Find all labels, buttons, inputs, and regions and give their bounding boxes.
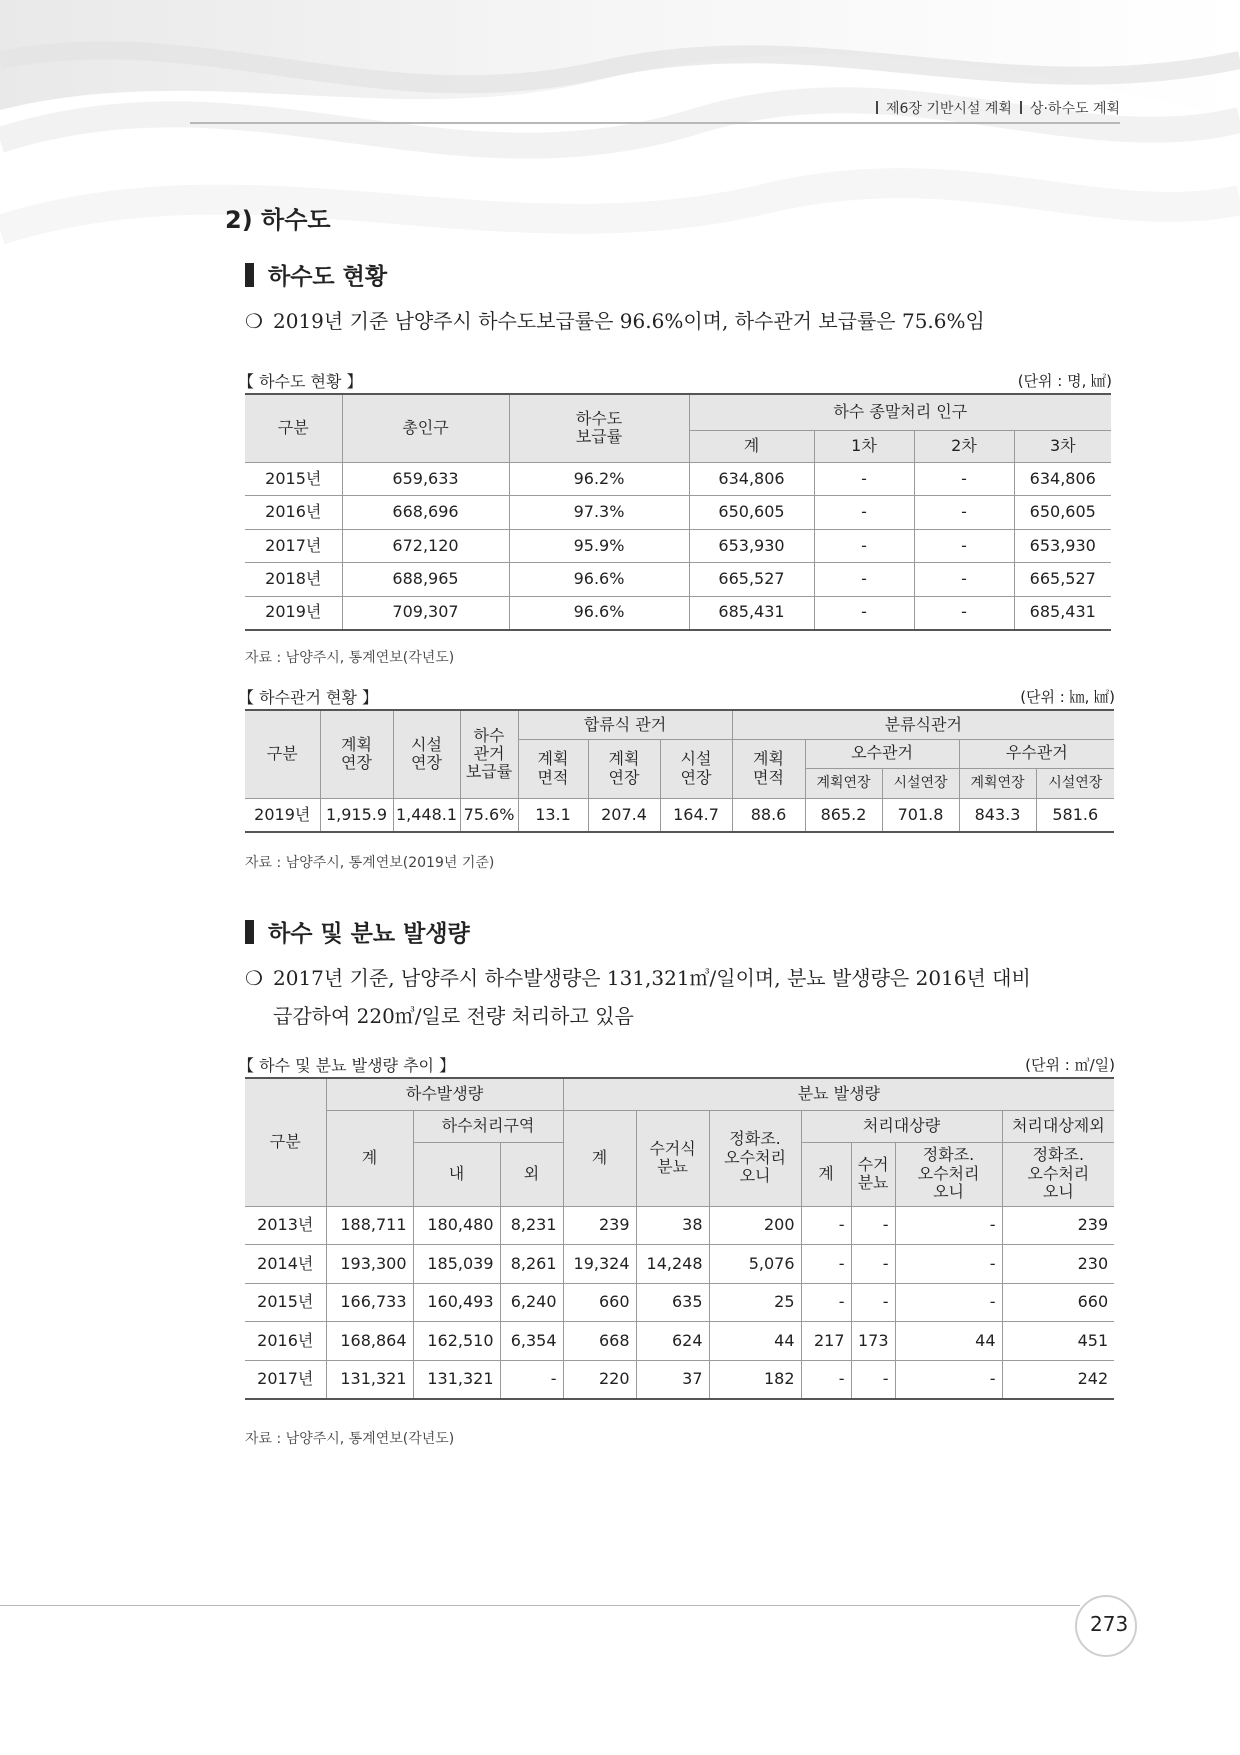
table-cell: - <box>914 496 1014 530</box>
header-rule <box>190 122 1120 124</box>
circle-bullet-icon: ❍ <box>245 966 263 990</box>
table-cell: 653,930 <box>689 529 814 563</box>
sewer-status-table <box>245 393 1111 631</box>
table-row <box>245 1322 1114 1361</box>
table-cell: 239 <box>1002 1206 1114 1245</box>
header-sewage-pipe: 오수관거 <box>805 739 959 768</box>
header-target-total: 계 <box>801 1142 851 1206</box>
table-cell: 1,448.1 <box>393 798 460 832</box>
header-target-collected: 수거 분뇨 <box>851 1142 895 1206</box>
header-sewage-total: 계 <box>326 1110 413 1206</box>
header-treatment-target: 처리대상량 <box>801 1110 1002 1142</box>
header-storm-facility-length: 시설연장 <box>1036 768 1114 798</box>
table-cell: - <box>895 1245 1002 1284</box>
table-cell: 6,240 <box>500 1283 563 1322</box>
table-cell: 660 <box>563 1283 636 1322</box>
table-cell: 188,711 <box>326 1206 413 1245</box>
table-row <box>245 798 1114 832</box>
table-cell: 634,806 <box>689 462 814 496</box>
table-cell: 624 <box>636 1322 709 1361</box>
table-cell: - <box>814 563 914 597</box>
table-cell: 2017년 <box>245 1360 326 1399</box>
table-cell: 2018년 <box>245 563 342 597</box>
table-cell: - <box>814 496 914 530</box>
table-cell: 96.6% <box>509 563 689 597</box>
subsection-title-sewer-status <box>245 258 387 291</box>
header-separate-plan-area: 계획 면적 <box>732 739 805 798</box>
table-cell: 650,605 <box>1014 496 1111 530</box>
table-cell: 217 <box>801 1322 851 1361</box>
header-night-soil-total: 계 <box>563 1110 636 1206</box>
sewage-night-soil-table <box>245 1077 1114 1400</box>
table3-source: 자료 : 남양주시, 통계연보(각년도) <box>245 1431 455 1447</box>
header-combined-pipe: 합류식 관거 <box>518 710 732 739</box>
header-tertiary: 3차 <box>1014 430 1111 462</box>
table-cell: 95.9% <box>509 529 689 563</box>
header-facility-length: 시설 연장 <box>393 710 460 798</box>
table-cell: 97.3% <box>509 496 689 530</box>
table-cell: 173 <box>851 1322 895 1361</box>
header-treatment-excluded: 처리대상제외 <box>1002 1110 1114 1142</box>
section-title: 2) 하수도 <box>225 206 331 234</box>
table-cell: 13.1 <box>518 798 588 832</box>
table-cell: 88.6 <box>732 798 805 832</box>
header-gubun: 구분 <box>245 710 320 798</box>
subsection-title-text: 하수도 현황 <box>268 264 388 290</box>
table-cell: 635 <box>636 1283 709 1322</box>
table-cell: 44 <box>895 1322 1002 1361</box>
table-cell: 166,733 <box>326 1283 413 1322</box>
table-cell: - <box>500 1360 563 1399</box>
table1-caption: 【 하수도 현황 】 <box>238 372 363 391</box>
table-cell: 701.8 <box>882 798 959 832</box>
header-separator <box>1020 101 1022 114</box>
table-cell: 38 <box>636 1206 709 1245</box>
table-cell: - <box>814 529 914 563</box>
table-cell: - <box>851 1206 895 1245</box>
page-number: 273 <box>1090 1612 1129 1636</box>
header-gubun: 구분 <box>245 394 342 462</box>
table-cell: 865.2 <box>805 798 882 832</box>
subsection-title-sewage-generation <box>245 915 470 948</box>
table-cell: - <box>801 1245 851 1284</box>
table-cell: - <box>851 1283 895 1322</box>
table3-unit: (단위 : ㎥/일) <box>1025 1056 1115 1074</box>
header-separator <box>876 101 878 114</box>
table-cell: - <box>914 529 1014 563</box>
table-cell: 2017년 <box>245 529 342 563</box>
table-cell: - <box>814 462 914 496</box>
table2-source: 자료 : 남양주시, 통계연보(2019년 기준) <box>245 855 495 871</box>
header-night-soil-generation: 분뇨 발생량 <box>563 1078 1114 1110</box>
header-treatment-area: 하수처리구역 <box>413 1110 563 1142</box>
table-cell: 185,039 <box>413 1245 500 1284</box>
table3-caption: 【 하수 및 분뇨 발생량 추이 】 <box>238 1056 456 1075</box>
square-bullet-icon <box>245 263 254 287</box>
header-storm-pipe: 우수관거 <box>959 739 1114 768</box>
table-cell: 659,633 <box>342 462 509 496</box>
table-cell: 19,324 <box>563 1245 636 1284</box>
table-row <box>245 462 1111 496</box>
table1-unit: (단위 : 명, ㎢) <box>1017 372 1112 390</box>
header-total-population: 총인구 <box>342 394 509 462</box>
table-cell: 37 <box>636 1360 709 1399</box>
table-cell: 75.6% <box>460 798 518 832</box>
table-cell: 2019년 <box>245 596 342 630</box>
table-cell: - <box>914 462 1014 496</box>
table-cell: 8,261 <box>500 1245 563 1284</box>
table-row <box>245 1245 1114 1284</box>
header-primary: 1차 <box>814 430 914 462</box>
header-section: 상·하수도 계획 <box>1029 101 1120 117</box>
summary-text-line1: 2017년 기준, 남양주시 하수발생량은 131,321㎥/일이며, 분뇨 발생량은 2016년 대비 <box>273 966 1031 990</box>
table-cell: 220 <box>563 1360 636 1399</box>
table-cell: 207.4 <box>588 798 660 832</box>
header-wave-decoration <box>0 0 1240 330</box>
table-row <box>245 596 1111 630</box>
table-cell: 1,915.9 <box>320 798 393 832</box>
table-cell: 96.6% <box>509 596 689 630</box>
table-cell: 6,354 <box>500 1322 563 1361</box>
header-sewer-rate: 하수도 보급률 <box>509 394 689 462</box>
circle-bullet-icon: ❍ <box>245 309 263 333</box>
header-target-septic: 정화조. 오수처리 오니 <box>895 1142 1002 1206</box>
header-total: 계 <box>689 430 814 462</box>
table-cell: 2015년 <box>245 1283 326 1322</box>
table2-caption: 【 하수관거 현황 】 <box>238 688 378 707</box>
table-cell: 634,806 <box>1014 462 1111 496</box>
table-cell: 843.3 <box>959 798 1036 832</box>
table-cell: 2016년 <box>245 496 342 530</box>
table-cell: 164.7 <box>660 798 732 832</box>
table-cell: - <box>851 1245 895 1284</box>
table-cell: - <box>914 596 1014 630</box>
table-cell: 5,076 <box>709 1245 801 1284</box>
table-cell: 44 <box>709 1322 801 1361</box>
table-cell: - <box>814 596 914 630</box>
table-cell: 193,300 <box>326 1245 413 1284</box>
table-cell: 2019년 <box>245 798 320 832</box>
summary-bullet-2 <box>245 962 1031 991</box>
table-cell: - <box>895 1206 1002 1245</box>
header-collected-night-soil: 수거식 분뇨 <box>636 1110 709 1206</box>
header-excluded-septic: 정화조. 오수처리 오니 <box>1002 1142 1114 1206</box>
table-cell: 672,120 <box>342 529 509 563</box>
table-cell: 665,527 <box>689 563 814 597</box>
running-header <box>868 98 1120 118</box>
summary-text: 2019년 기준 남양주시 하수도보급률은 96.6%이며, 하수관거 보급률은 75.6%임 <box>273 309 985 333</box>
summary-bullet-1 <box>245 305 985 334</box>
table-cell: 239 <box>563 1206 636 1245</box>
header-pipe-rate: 하수 관거 보급률 <box>460 710 518 798</box>
table-cell: 685,431 <box>1014 596 1111 630</box>
table-row <box>245 529 1111 563</box>
header-sewage-generation: 하수발생량 <box>326 1078 563 1110</box>
header-separate-pipe: 분류식관거 <box>732 710 1114 739</box>
table-cell: 8,231 <box>500 1206 563 1245</box>
table-cell: 160,493 <box>413 1283 500 1322</box>
header-inside: 내 <box>413 1142 500 1206</box>
header-chapter: 제6장 기반시설 계획 <box>885 101 1012 117</box>
table-cell: 668 <box>563 1322 636 1361</box>
table-cell: 581.6 <box>1036 798 1114 832</box>
table-cell: - <box>895 1283 1002 1322</box>
table-cell: 162,510 <box>413 1322 500 1361</box>
header-combined-plan-length: 계획 연장 <box>588 739 660 798</box>
table-cell: 2014년 <box>245 1245 326 1284</box>
table-row <box>245 1360 1114 1399</box>
table-cell: 653,930 <box>1014 529 1111 563</box>
header-gubun: 구분 <box>245 1078 326 1206</box>
table-cell: 131,321 <box>413 1360 500 1399</box>
table-cell: 180,480 <box>413 1206 500 1245</box>
header-secondary: 2차 <box>914 430 1014 462</box>
header-sewage-plan-length: 계획연장 <box>805 768 882 798</box>
header-septic-sludge: 정화조. 오수처리 오니 <box>709 1110 801 1206</box>
table-row <box>245 496 1111 530</box>
table-cell: - <box>801 1360 851 1399</box>
square-bullet-icon <box>245 920 254 944</box>
table-cell: 668,696 <box>342 496 509 530</box>
table-row <box>245 1206 1114 1245</box>
table-cell: 96.2% <box>509 462 689 496</box>
table-cell: - <box>914 563 1014 597</box>
table-cell: 131,321 <box>326 1360 413 1399</box>
header-combined-facility-length: 시설 연장 <box>660 739 732 798</box>
header-outside: 외 <box>500 1142 563 1206</box>
table-cell: - <box>851 1360 895 1399</box>
table-cell: 709,307 <box>342 596 509 630</box>
table-cell: 688,965 <box>342 563 509 597</box>
header-storm-plan-length: 계획연장 <box>959 768 1036 798</box>
table-cell: 650,605 <box>689 496 814 530</box>
table-cell: 25 <box>709 1283 801 1322</box>
table-cell: 685,431 <box>689 596 814 630</box>
table-row <box>245 1283 1114 1322</box>
table-cell: - <box>801 1206 851 1245</box>
table-cell: 2013년 <box>245 1206 326 1245</box>
header-final-treatment-population: 하수 종말처리 인구 <box>689 394 1111 430</box>
header-combined-plan-area: 계획 면적 <box>518 739 588 798</box>
table-cell: 242 <box>1002 1360 1114 1399</box>
subsection-title-text: 하수 및 분뇨 발생량 <box>268 921 470 947</box>
table-cell: 230 <box>1002 1245 1114 1284</box>
header-sewage-facility-length: 시설연장 <box>882 768 959 798</box>
table-cell: 2015년 <box>245 462 342 496</box>
table-cell: 660 <box>1002 1283 1114 1322</box>
table-cell: 182 <box>709 1360 801 1399</box>
sewer-pipe-table <box>245 709 1114 833</box>
header-plan-length: 계획 연장 <box>320 710 393 798</box>
footer-rule <box>0 1605 1080 1606</box>
summary-text-line2: 급감하여 220㎥/일로 전량 처리하고 있음 <box>273 1004 634 1028</box>
table-cell: 665,527 <box>1014 563 1111 597</box>
table-cell: 168,864 <box>326 1322 413 1361</box>
table-cell: 2016년 <box>245 1322 326 1361</box>
table-cell: 451 <box>1002 1322 1114 1361</box>
table-cell: - <box>895 1360 1002 1399</box>
table-cell: 14,248 <box>636 1245 709 1284</box>
table1-source: 자료 : 남양주시, 통계연보(각년도) <box>245 650 455 666</box>
table2-unit: (단위 : ㎞, ㎢) <box>1020 688 1115 706</box>
table-cell: - <box>801 1283 851 1322</box>
table-row <box>245 563 1111 597</box>
table-cell: 200 <box>709 1206 801 1245</box>
